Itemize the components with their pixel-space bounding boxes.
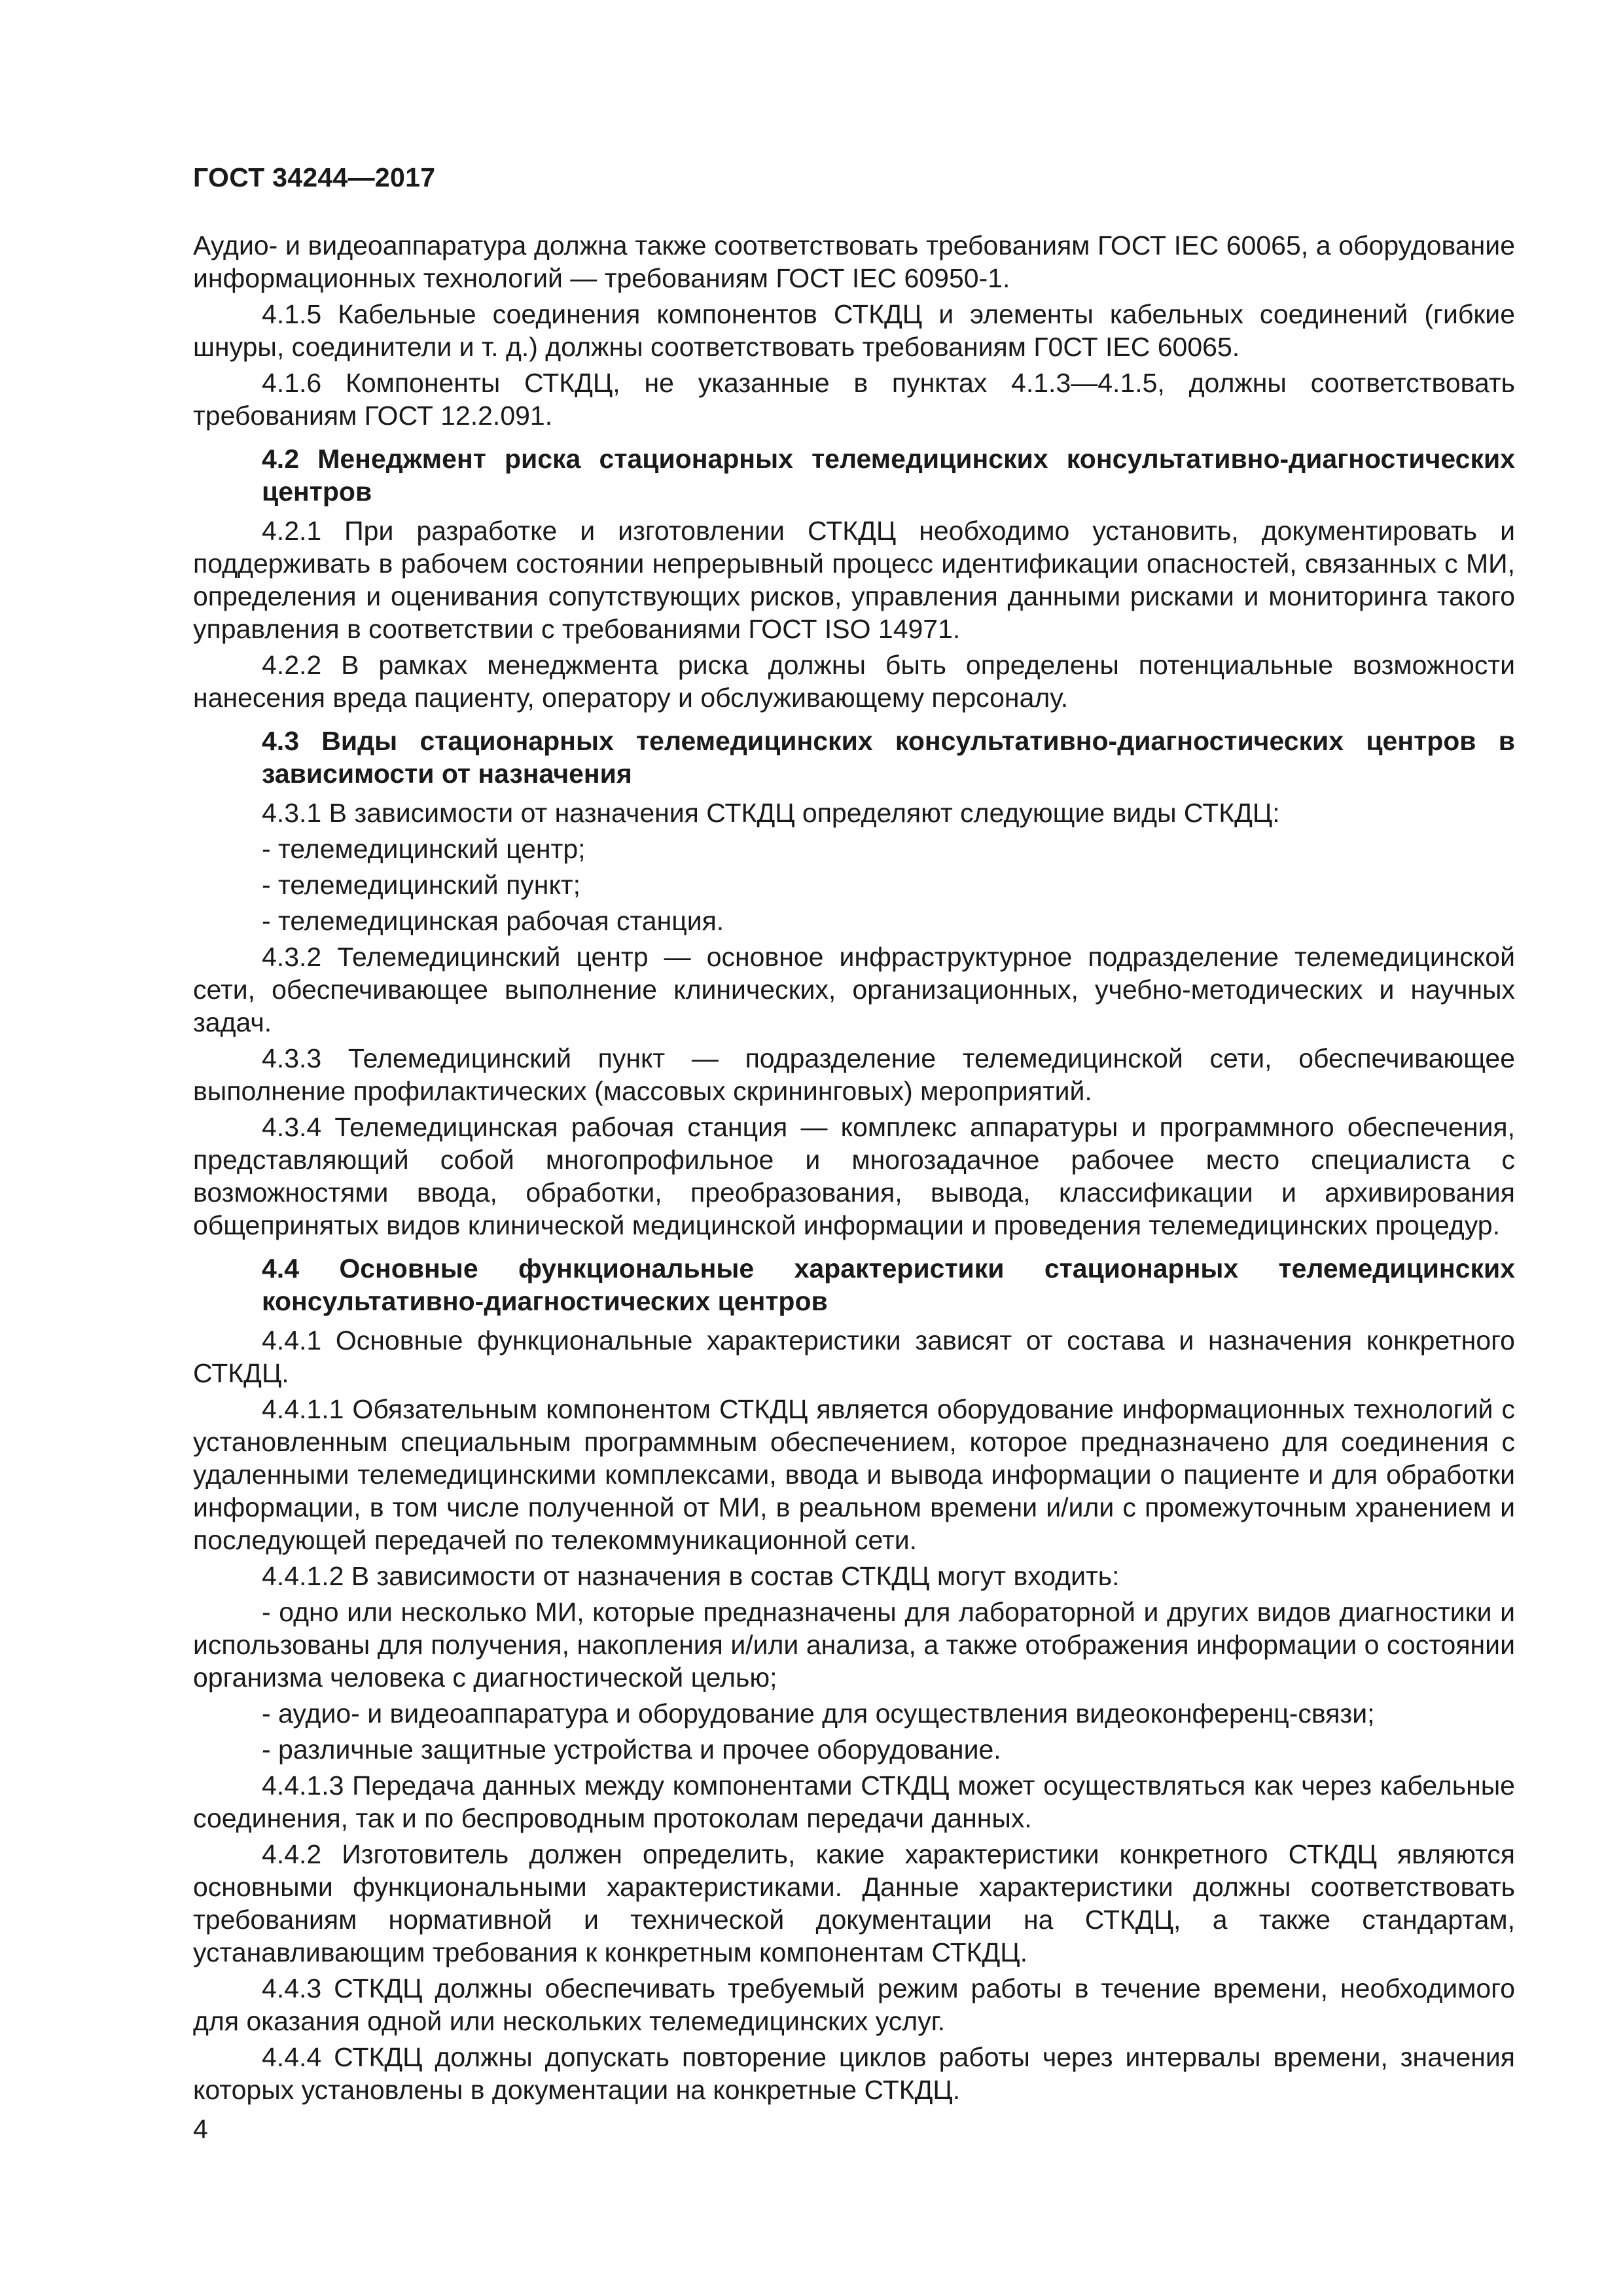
paragraph: 4.4.1.3 Передача данных между компонентами СТКДЦ может осуществляться как через кабельные соединения, так и по беспроводным протоколам передачи данных. (193, 1770, 1515, 1833)
paragraph: 4.2.2 В рамках менеджмента риска должны быть определены потенциальные возможности нанесения вреда пациенту, оператору и обслуживающему персоналу. (193, 650, 1515, 713)
list-item: - одно или несколько МИ, которые предназначены для лабораторной и других видов диагностики и использованы для получения, накопления и/или анализа, а также отображения информации о состоянии организма человека с диагностической целью; (193, 1597, 1515, 1693)
page-number: 4 (193, 2114, 208, 2144)
list-item: - телемедицинская рабочая станция. (262, 906, 724, 936)
list-item: - телемедицинский пункт; (262, 870, 581, 900)
paragraph: 4.4.2 Изготовитель должен определить, какие характеристики конкретного СТКДЦ являются основными функциональными характеристиками. Данные характеристики должны соответствовать требованиям нормативной и технической документации на СТКДЦ, а также стандартам, устанавливающим требования к конкретным компонентам СТКДЦ. (193, 1839, 1515, 1967)
paragraph: 4.2.1 При разработке и изготовлении СТКДЦ необходимо установить, документировать и поддерживать в рабочем состоянии непрерывный процесс идентификации опасностей, связанных с МИ, определения и оценивания сопутствующих рисков, управления данными рисками и мониторинга такого управления в соответствии с требованиями ГОСТ ISO 14971. (193, 516, 1515, 644)
list-item: - телемедицинский центр; (262, 834, 586, 864)
paragraph: 4.4.4 СТКДЦ должны допускать повторение циклов работы через интервалы времени, значения которых установлены в документации на конкретные СТКДЦ. (193, 2042, 1515, 2105)
paragraph: 4.1.6 Компоненты СТКДЦ, не указанные в пунктах 4.1.3—4.1.5, должны соответствовать требованиям ГОСТ 12.2.091. (193, 368, 1515, 431)
paragraph: 4.4.1.2 В зависимости от назначения в состав СТКДЦ могут входить: (262, 1561, 1120, 1591)
section-heading: 4.4 Основные функциональные характеристики стационарных телемедицинских консультативно-диагностических центров (262, 1253, 1515, 1316)
document-header: ГОСТ 34244—2017 (193, 162, 436, 192)
paragraph: 4.4.1.1 Обязательным компонентом СТКДЦ является оборудование информационных технологий с установленным специальным программным обеспечением, которое предназначено для соединения с удаленными телемедицинскими комплексами, ввода и вывода информации о пациенте и для обработки информации, в том числе полученной от МИ, в реальном времени и/или с промежуточным хранением и последующей передачей по телекоммуникационной сети. (193, 1394, 1515, 1555)
paragraph: 4.4.3 СТКДЦ должны обеспечивать требуемый режим работы в течение времени, необходимого для оказания одной или нескольких телемедицинских услуг. (193, 1973, 1515, 2036)
section-heading: 4.3 Виды стационарных телемедицинских консультативно-диагностических центров в зависимости от назначения (262, 726, 1515, 789)
paragraph: 4.3.2 Телемедицинский центр — основное инфраструктурное подразделение телемедицинской сети, обеспечивающее выполнение клинических, организационных, учебно-методических и научных задач. (193, 942, 1515, 1037)
list-item: - аудио- и видеоаппаратура и оборудование для осуществления видеоконференц-связи; (262, 1698, 1375, 1729)
paragraph: Аудио- и видеоаппаратура должна также соответствовать требованиям ГОСТ IEC 60065, а оборудование информационных технологий — требованиям ГОСТ IEC 60950-1. (193, 230, 1515, 293)
list-item: - различные защитные устройства и прочее оборудование. (262, 1734, 1001, 1765)
paragraph: 4.3.4 Телемедицинская рабочая станция — комплекс аппаратуры и программного обеспечения, представляющий собой многопрофильное и многозадачное рабочее место специалиста с возможностями ввода, обработки, преобразования, вывода, классификации и архивирования общепринятых видов клинической медицинской информации и проведения телемедицинских процедур. (193, 1112, 1515, 1240)
paragraph: 4.1.5 Кабельные соединения компонентов СТКДЦ и элементы кабельных соединений (гибкие шнуры, соединители и т. д.) должны соответствовать требованиям Г0СТ IEC 60065. (193, 299, 1515, 362)
document-body (193, 229, 1515, 2109)
paragraph: 4.3.3 Телемедицинский пункт — подразделение телемедицинской сети, обеспечивающее выполнение профилактических (массовых скрининговых) мероприятий. (193, 1043, 1515, 1106)
section-heading: 4.2 Менеджмент риска стационарных телемедицинских консультативно-диагностических центров (262, 444, 1515, 507)
paragraph: 4.3.1 В зависимости от назначения СТКДЦ определяют следующие виды СТКДЦ: (262, 798, 1280, 828)
paragraph: 4.4.1 Основные функциональные характеристики зависят от состава и назначения конкретного СТКДЦ. (193, 1325, 1515, 1388)
